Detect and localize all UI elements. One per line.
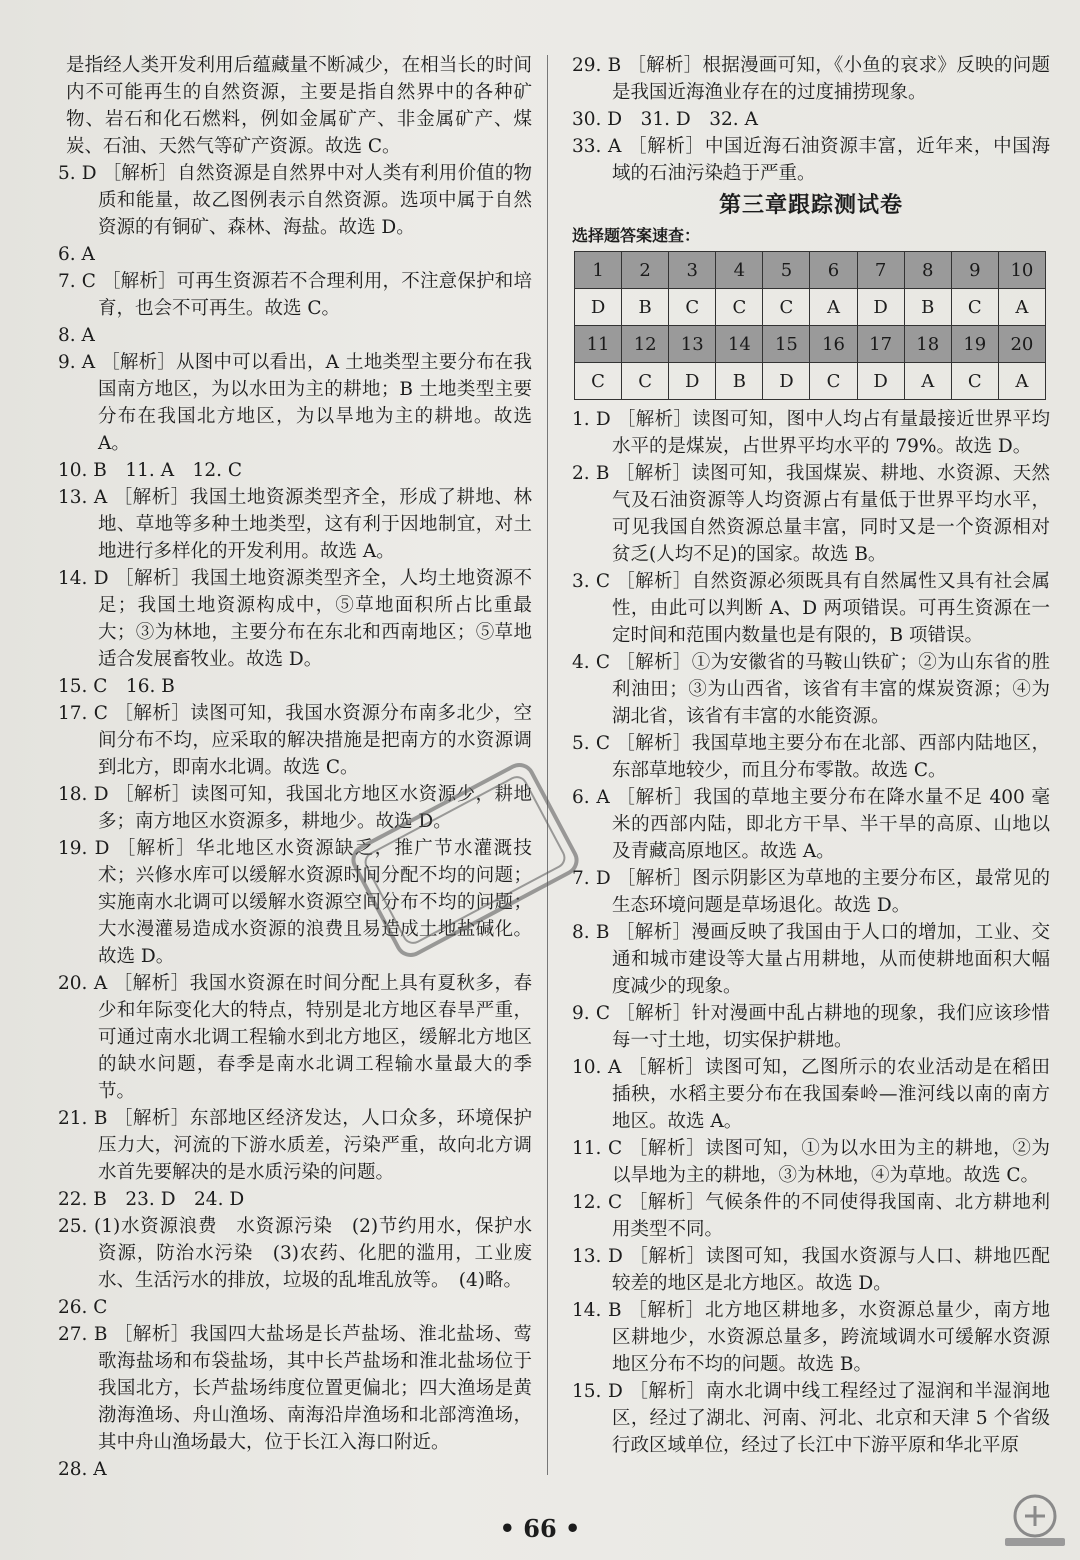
answer-cell: C [622, 363, 669, 400]
answer-item: 8. A [58, 325, 95, 346]
answer-item: 15. D ［解析］南水北调中线工程经过了湿润和半湿润地区，经过了湖北、河南、河北、北京和天津 5 个省级行政区域单位，经过了长江中下游平原和华北平原 [572, 1381, 1050, 1456]
question-number-cell: 13 [669, 326, 716, 363]
answer-table-answer-row [575, 289, 1046, 326]
question-number-cell: 2 [622, 252, 669, 289]
question-number-cell: 17 [857, 326, 904, 363]
answer-cell: D [857, 289, 904, 326]
answer-cell: A [998, 363, 1045, 400]
question-number-cell: 11 [575, 326, 622, 363]
question-number-cell: 1 [575, 252, 622, 289]
question-number-cell: 20 [998, 326, 1045, 363]
answer-item: 11. C ［解析］读图可知，①为以水田为主的耕地，②为以旱地为主的耕地，③为林地，④为草地。故选 C。 [572, 1138, 1050, 1186]
answer-item: 17. C ［解析］读图可知，我国水资源分布南多北少，空间分布不均，应采取的解决措施是把南方的水资源调到北方，即南水北调。故选 C。 [58, 703, 532, 778]
answer-item: 10. A ［解析］读图可知，乙图所示的农业活动是在稻田插秧，水稻主要分布在我国秦岭—淮河线以南的南方地区。故选 A。 [572, 1057, 1050, 1132]
section-title: 第三章跟踪测试卷 [718, 193, 903, 218]
answer-item: 27. B ［解析］我国四大盐场是长芦盐场、淮北盐场、莺歌海盐场和布袋盐场，其中长芦盐场和淮北盐场位于我国北方，长芦盐场纬度位置更偏北；四大渔场是黄渤海渔场、舟山渔场、南海沿岸渔场和北部湾渔场，其中舟山渔场最大，位于长江入海口附近。 [58, 1324, 532, 1453]
answer-item: 21. B ［解析］东部地区经济发达，人口众多，环境保护压力大，河流的下游水质差，污染严重，故向北方调水首先要解决的是水质污染的问题。 [58, 1108, 532, 1183]
answer-cell: C [810, 363, 857, 400]
answer-item: 19. D ［解析］华北地区水资源缺乏，推广节水灌溉技术；兴修水库可以缓解水资源时间分配不均的问题；实施南水北调可以缓解水资源空间分布不均的问题；大水漫灌易造成水资源的浪费且易造成土地盐碱化。故选 D。 [58, 838, 532, 967]
table-label: 选择题答案速查： [572, 226, 701, 245]
answer-item: 28. A [58, 1459, 107, 1480]
page-number: • 66 • [499, 1514, 581, 1543]
question-number-cell: 6 [810, 252, 857, 289]
answer-cell: A [998, 289, 1045, 326]
question-number-cell: 12 [622, 326, 669, 363]
answer-item: 9. C ［解析］针对漫画中乱占耕地的现象，我们应该珍惜每一寸土地，切实保护耕地。 [572, 1003, 1050, 1051]
question-number-cell: 3 [669, 252, 716, 289]
right-bottom-answers [572, 406, 1050, 1459]
question-number-cell: 15 [763, 326, 810, 363]
answer-item: 8. B ［解析］漫画反映了我国由于人口的增加，工业、交通和城市建设等大量占用耕地，从而使耕地面积大幅度减少的现象。 [572, 922, 1050, 997]
answer-cell: B [622, 289, 669, 326]
answer-item: 13. D ［解析］读图可知，我国水资源与人口、耕地匹配较差的地区是北方地区。故选 D。 [572, 1246, 1050, 1294]
answer-cell: C [716, 289, 763, 326]
answer-cell: C [951, 363, 998, 400]
answer-item: 14. D ［解析］我国土地资源类型齐全，人均土地资源不足；我国土地资源构成中，⑤草地面积所占比重最大；③为林地，主要分布在东北和西南地区；⑤草地适合发展畜牧业。故选 D。 [58, 568, 532, 670]
answer-item: 26. C [58, 1297, 108, 1318]
answer-table-header-row [575, 252, 1046, 289]
answer-table [574, 251, 1046, 400]
question-number-cell: 5 [763, 252, 810, 289]
answer-item: 12. C ［解析］气候条件的不同使得我国南、北方耕地利用类型不同。 [572, 1192, 1050, 1240]
answer-item: 7. D ［解析］图示阴影区为草地的主要分布区，最常见的生态环境问题是草场退化。故选 D。 [572, 868, 1050, 916]
question-number-cell: 8 [904, 252, 951, 289]
answer-table-answer-row [575, 363, 1046, 400]
answer-item: 29. B ［解析］根据漫画可知，《小鱼的哀求》反映的问题是我国近海渔业存在的过度捕捞现象。 [572, 55, 1050, 103]
answer-cell: C [763, 289, 810, 326]
answer-item: 15. C 16. B [58, 676, 175, 697]
answer-item: 7. C ［解析］可再生资源若不合理利用，不注意保护和培育，也会不可再生。故选 C。 [58, 271, 532, 319]
answer-item: 9. A ［解析］从图中可以看出，A 土地类型主要分布在我国南方地区，为以水田为主的耕地；B 土地类型主要分布在我国北方地区，为以旱地为主的耕地。故选 A。 [58, 352, 532, 454]
answer-item: 5. D ［解析］自然资源是自然界中对人类有利用价值的物质和能量，故乙图例表示自然资源。选项中属于自然资源的有铜矿、森林、海盐。故选 D。 [58, 163, 532, 238]
answer-item: 10. B 11. A 12. C [58, 460, 243, 481]
answer-item: 22. B 23. D 24. D [58, 1189, 245, 1210]
question-number-cell: 10 [998, 252, 1045, 289]
answer-cell: B [716, 363, 763, 400]
answer-item: 5. C ［解析］我国草地主要分布在北部、西部内陆地区，东部草地较少，而且分布零散。故选 C。 [572, 733, 1050, 781]
answer-table-header-row [575, 326, 1046, 363]
question-number-cell: 4 [716, 252, 763, 289]
answer-item: 20. A ［解析］我国水资源在时间分配上具有夏秋多，春少和年际变化大的特点，特别是北方地区春旱严重，可通过南水北调工程输水到北方地区，缓解北方地区的缺水问题，春季是南水北调工程输水量最大的季节。 [58, 973, 532, 1102]
question-number-cell: 14 [716, 326, 763, 363]
answer-cell: A [810, 289, 857, 326]
answer-cell: C [951, 289, 998, 326]
answer-item: 33. A ［解析］中国近海石油资源丰富，近年来，中国海域的石油污染趋于严重。 [572, 136, 1050, 184]
answer-cell: D [669, 363, 716, 400]
answer-item: 14. B ［解析］北方地区耕地多，水资源总量少，南方地区耕地少，水资源总量多，跨流域调水可缓解水资源地区分布不均的问题。故选 B。 [572, 1300, 1050, 1375]
answer-item: 是指经人类开发利用后蕴藏量不断减少，在相当长的时间内不可能再生的自然资源，主要是指自然界中的各种矿物、岩石和化石燃料，例如金属矿产、非金属矿产、煤炭、石油、天然气等矿产资源。故选 C。 [66, 55, 532, 157]
answer-cell: D [575, 289, 622, 326]
answer-item: 25. (1)水资源浪费 水资源污染 (2)节约用水，保护水资源，防治水污染 (3)农药、化肥的滥用，工业废水、生活污水的排放，垃圾的乱堆乱放等。 (4)略。 [58, 1216, 532, 1291]
right-column [572, 52, 1050, 1459]
question-number-cell: 19 [951, 326, 998, 363]
corner-logo-watermark [1000, 1490, 1070, 1550]
question-number-cell: 7 [857, 252, 904, 289]
question-number-cell: 16 [810, 326, 857, 363]
answer-item: 18. D ［解析］读图可知，我国北方地区水资源少，耕地多；南方地区水资源多，耕地少。故选 D。 [58, 784, 532, 832]
answer-item: 2. B ［解析］读图可知，我国煤炭、耕地、水资源、天然气及石油资源等人均资源占有量低于世界平均水平，可见我国自然资源总量丰富，同时又是一个资源相对贫乏(人均不足)的国家。故选 B。 [572, 463, 1050, 565]
question-number-cell: 18 [904, 326, 951, 363]
answer-item: 3. C ［解析］自然资源必须既具有自然属性又具有社会属性，由此可以判断 A、D 两项错误。可再生资源在一定时间和范围内数量也是有限的，B 项错误。 [572, 571, 1050, 646]
answer-cell: D [763, 363, 810, 400]
answer-cell: C [669, 289, 716, 326]
right-top-answers [572, 52, 1050, 187]
answer-item: 4. C ［解析］①为安徽省的马鞍山铁矿；②为山东省的胜利油田；③为山西省，该省有丰富的煤炭资源；④为湖北省，该省有丰富的水能资源。 [572, 652, 1050, 727]
answer-item: 6. A [58, 244, 95, 265]
answer-item: 6. A ［解析］我国的草地主要分布在降水量不足 400 毫米的西部内陆，即北方干旱、半干旱的高原、山地以及青藏高原地区。故选 A。 [572, 787, 1050, 862]
answer-cell: D [857, 363, 904, 400]
answer-item: 1. D ［解析］读图可知，图中人均占有量最接近世界平均水平的是煤炭，占世界平均水平的 79%。故选 D。 [572, 409, 1050, 457]
stamp-watermark [345, 760, 585, 960]
answer-cell: A [904, 363, 951, 400]
answer-cell: B [904, 289, 951, 326]
answer-item: 13. A ［解析］我国土地资源类型齐全，形成了耕地、林地、草地等多种土地类型，这有利于因地制宜，对土地进行多样化的开发利用。故选 A。 [58, 487, 532, 562]
question-number-cell: 9 [951, 252, 998, 289]
answer-cell: C [575, 363, 622, 400]
answer-item: 30. D 31. D 32. A [572, 109, 758, 130]
